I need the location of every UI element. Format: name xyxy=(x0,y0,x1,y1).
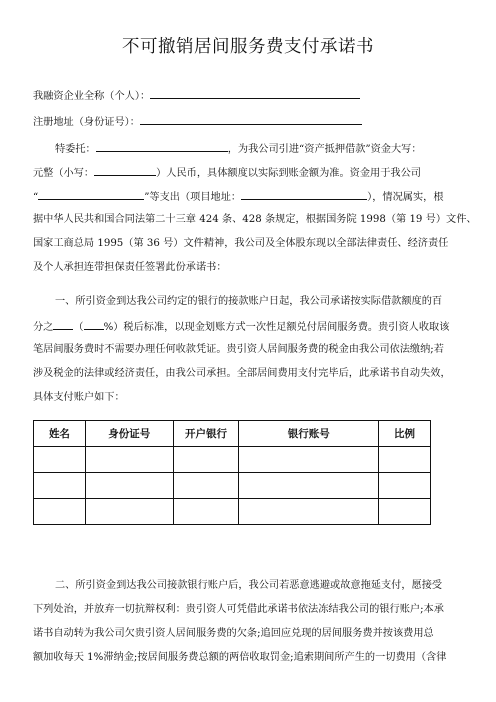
table-header-bank: 开户银行 xyxy=(173,421,239,447)
table-cell[interactable] xyxy=(85,499,173,525)
address-label: 注册地址（身份证号）： xyxy=(33,117,140,128)
entrusted-party-blank[interactable] xyxy=(96,141,228,152)
para1-line4: 据中华人民共和国合同法第二十三章 424 条、428 条规定，根据国务院 1998（第 19 号）文件、 xyxy=(33,214,477,225)
para2-line3: 笔居间服务费时不需要办理任何收款凭证。贵引资人居间服务费的税金由我公司依法缴纳;若 xyxy=(33,344,444,355)
table-cell[interactable] xyxy=(239,473,379,499)
table-cell[interactable] xyxy=(239,499,379,525)
amount-lowercase-blank[interactable] xyxy=(94,165,156,176)
para2-line2 xyxy=(33,319,465,335)
table-cell[interactable] xyxy=(34,499,86,525)
para2-line4: 涉及税金的法律或经济责任，由我公司承担。全部居间费用支付完毕后，此承诺书自动失效， xyxy=(33,368,451,379)
table-header-name: 姓名 xyxy=(34,421,86,447)
para1-text: ”等支出（项目地址： xyxy=(144,192,242,203)
percent-words-blank[interactable] xyxy=(53,319,73,330)
para2-text: %）税后标准，以现金划账方式一次性足额兑付居间服务费。贵引资人收取该 xyxy=(103,322,450,333)
para3-line4: 额加收每天 1%滞纳金;按居间服务费总额的两倍收取罚金;追索期间所产生的一切费用（含律 xyxy=(33,652,447,663)
para1-line6: 及个人承担连带担保责任签署此份承诺书： xyxy=(33,262,227,273)
table-cell[interactable] xyxy=(379,447,431,473)
table-header-ratio: 比例 xyxy=(379,421,431,447)
payment-account-table xyxy=(33,420,431,525)
para2-line1: 一、所引资金到达我公司约定的银行的接款账户日起，我公司承诺按实际借款额度的百 xyxy=(55,296,443,307)
company-name-label: 我融资企业全称（个人）： xyxy=(33,91,151,102)
para2-line5: 具体支付账户如下： xyxy=(33,392,125,403)
table-cell[interactable] xyxy=(85,473,173,499)
para1-text: ）人民币，具体额度以实际到账金额为准。资金用于我公司 xyxy=(156,168,421,179)
address-blank[interactable] xyxy=(140,114,362,125)
para1-text: “ xyxy=(33,192,39,203)
para1-line3 xyxy=(33,189,465,205)
para1-text: ），情况属实，根 xyxy=(367,192,444,203)
para2-text: （ xyxy=(73,322,84,333)
table-cell[interactable] xyxy=(85,447,173,473)
para1-text: 特委托： xyxy=(55,144,96,155)
para1-line5: 国家工商总局 1995（第 36 号）文件精神，我公司及全体股东现以全部法律责任、经济责任 xyxy=(33,238,449,249)
para1-line2 xyxy=(33,165,465,181)
table-cell[interactable] xyxy=(379,499,431,525)
table-cell[interactable] xyxy=(173,473,239,499)
table-header-account: 银行账号 xyxy=(239,421,379,447)
address-line xyxy=(33,114,465,130)
table-header-id-number: 身份证号 xyxy=(85,421,173,447)
para2-text: 分之 xyxy=(33,322,54,333)
para1-text: ，为我公司引进“资产抵押借款”资金大写： xyxy=(227,144,422,155)
para3-line3: 诺书自动转为我公司欠贵引资人居间服务费的欠条;追回应兑现的居间服务费并按该费用总 xyxy=(33,628,434,639)
project-address-blank[interactable] xyxy=(241,189,367,200)
document-title: 不可撤销居间服务费支付承诺书 xyxy=(122,37,374,57)
para3-line1: 二、所引资金到达我公司接款银行账户后，我公司若恶意逃避或故意拖延支付，愿接受 xyxy=(55,580,443,591)
para1-text: 元整（小写： xyxy=(33,168,95,179)
table-cell[interactable] xyxy=(379,473,431,499)
table-cell[interactable] xyxy=(173,447,239,473)
table-row xyxy=(34,499,431,525)
table-row xyxy=(34,473,431,499)
percent-number-blank[interactable] xyxy=(84,319,104,330)
table-cell[interactable] xyxy=(34,473,86,499)
company-name-line xyxy=(33,88,465,104)
company-name-blank[interactable] xyxy=(150,88,360,99)
table-cell[interactable] xyxy=(239,447,379,473)
table-header-row xyxy=(34,421,431,447)
para3-line2: 下列处治，并放弃一切抗辩权利：贵引资人可凭借此承诺书依法冻结我公司的银行账户;本承 xyxy=(33,604,444,615)
purpose-blank[interactable] xyxy=(38,189,144,200)
table-cell[interactable] xyxy=(34,447,86,473)
para1-line1 xyxy=(55,141,465,157)
table-cell[interactable] xyxy=(173,499,239,525)
table-row xyxy=(34,447,431,473)
